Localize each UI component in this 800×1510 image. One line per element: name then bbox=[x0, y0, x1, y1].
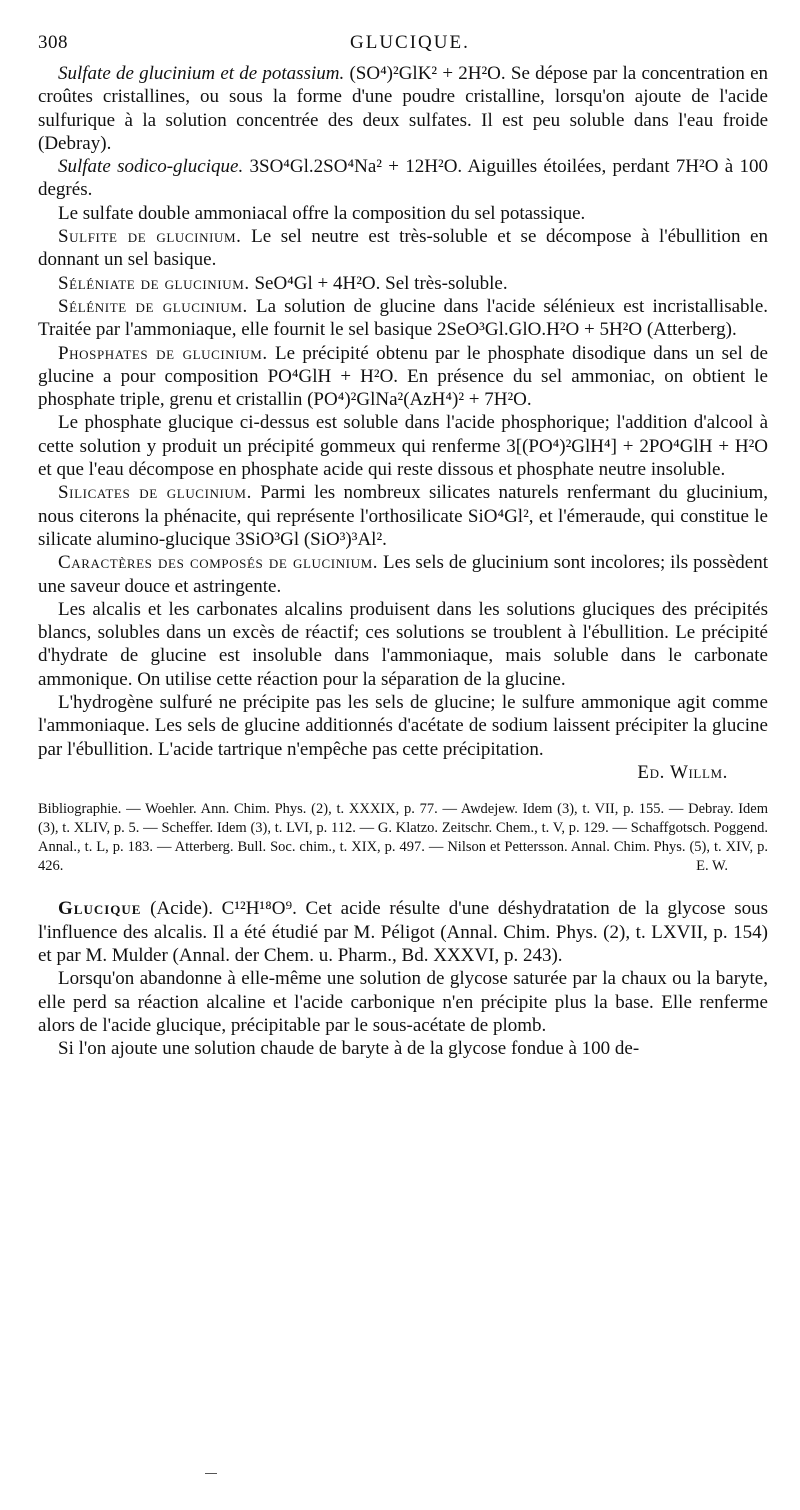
paragraph-text: Le précipité obtenu par le phosphate disodique dans un sel de glucine a pour composition PO⁴GlH + H²O. En présence du sel ammoniac, on obtient le phosphate triple, grenu et cristallin (PO⁴)²GlNa²(AzH⁴)² + 7H²O. bbox=[38, 342, 768, 411]
paragraph-lead: Sulfite de glucinium. bbox=[58, 226, 242, 248]
paragraph-lead: Sélénite de glucinium. bbox=[58, 295, 248, 317]
paragraph bbox=[38, 551, 768, 598]
paragraph bbox=[38, 272, 768, 295]
paragraph-text: Le phosphate glucique ci-dessus est soluble dans l'acide phosphorique; l'addition d'alcool à cette solution y produit un précipité gommeux qui renferme 3[(PO⁴)²GlH⁴] + 2PO⁴GlH + H²O et que l'eau décompose en phosphate acide qui reste dissous et phosphate neutre insoluble. bbox=[38, 412, 768, 481]
paragraph-lead: Sulfate sodico-glucique. bbox=[58, 156, 244, 178]
paragraph bbox=[38, 295, 768, 342]
bibliography bbox=[38, 800, 768, 875]
paragraph bbox=[38, 62, 768, 155]
page-title: GLUCIQUE. bbox=[350, 32, 470, 53]
paragraph-lead: Séléniate de glucinium. bbox=[58, 272, 250, 294]
paragraph-text: Les sels de glucinium sont incolores; ils possèdent une saveur douce et astringente. bbox=[38, 552, 769, 597]
paragraph-lead: Phosphates de glucinium. bbox=[58, 342, 268, 364]
paragraph bbox=[38, 691, 768, 761]
paragraph bbox=[38, 411, 768, 481]
paragraph-text: 3SO⁴Gl.2SO⁴Na² + 12H²O. Aiguilles étoilées, perdant 7H²O à 100 degrés. bbox=[38, 156, 768, 201]
paragraph-text: Le sulfate double ammoniacal offre la composition du sel potassique. bbox=[58, 202, 586, 224]
bibliography-text: Bibliographie. — Woehler. Ann. Chim. Phys. (2), t. XXXIX, p. 77. — Awdejew. Idem (3), t. VII, p. 155. — Debray. Idem (3), t. XLIV, p. 5. — Scheffer. Idem (3), t. LVI, p. 112. — G. Klatzo. Zeitschr. Chem., t. V, p. 129. — Schaffgotsch. Poggend. Annal., t. L, p. 183. — Atterberg. Bull. Soc. chim., t. XIX, p. 497. — Nilson et Pettersson. Annal. Chim. Phys. (5), t. XIV, p. 426. bbox=[38, 801, 768, 874]
paragraph-lead: Silicates de glucinium. bbox=[58, 482, 252, 504]
page bbox=[38, 28, 768, 1060]
paragraph bbox=[38, 1037, 768, 1060]
paragraph-text: Les alcalis et les carbonates alcalins produisent dans les solutions gluciques des précipités blancs, solubles dans un excès de réactif; ces solutions se troublent à l'ébullition. Le précipité d'hydrate de glucine est insoluble dans l'ammoniaque, mais soluble dans le carbonate ammonique. On utilise cette réaction pour la séparation de la glucine. bbox=[38, 598, 768, 690]
paragraph-text: Le sel neutre est très-soluble et se décompose à l'ébullition en donnant un sel basique. bbox=[38, 226, 768, 271]
paragraph-text: La solution de glucine dans l'acide sélénieux est incristallisable. Traitée par l'ammoniaque, elle fournit le sel basique 2SeO³Gl.GlO.H²O + 5H²O (Atterberg). bbox=[38, 295, 768, 341]
paragraph bbox=[38, 967, 768, 1037]
paragraph-text: L'hydrogène sulfuré ne précipite pas les sels de glucine; le sulfure ammonique agit comme l'ammoniaque. Les sels de glucine additionnés d'acétate de sodium laissent précipiter la glucine par l'ébullition. L'acide tartrique n'empêche pas cette précipitation. bbox=[38, 692, 768, 760]
author-signature: Ed. Willm. bbox=[637, 761, 728, 783]
paragraph bbox=[38, 342, 768, 412]
paragraph-text: (Acide). C¹²H¹⁸O⁹. Cet acide résulte d'une déshydratation de la glycose sous l'influence des alcalis. Il a été étudié par M. Péligot (Annal. Chim. Phys. (2), t. LXVII, p. 154) et par M. Mulder (Annal. der Chem. u. Pharm., Bd. XXXVI, p. 243). bbox=[38, 898, 768, 966]
paragraph bbox=[38, 897, 768, 967]
divider bbox=[205, 1473, 217, 1474]
bibliography-signature: E. W. bbox=[696, 857, 728, 874]
paragraph bbox=[38, 202, 768, 225]
paragraph bbox=[38, 155, 768, 202]
paragraph-text: Lorsqu'on abandonne à elle-même une solution de glycose saturée par la chaux ou la baryte, elle perd sa réaction alcaline et l'acide carbonique n'en précipite plus la base. Elle renferme alors de l'acide glucique, précipitable par le sous-acétate de plomb. bbox=[38, 968, 768, 1036]
paragraph-lead: Sulfate de glucinium et de potassium. bbox=[58, 63, 345, 84]
paragraph bbox=[38, 481, 768, 551]
paragraph-text: Parmi les nombreux silicates naturels renfermant du glucinium, nous citerons la phénacite, qui représente l'orthosilicate SiO⁴Gl², et l'émeraude, qui constitue le silicate alumino-glucique 3SiO³Gl (SiO³)³Al². bbox=[38, 482, 768, 550]
paragraph-text: SeO⁴Gl + 4H²O. Sel très-soluble. bbox=[249, 272, 508, 294]
article-glucique bbox=[38, 897, 768, 1060]
article-headword: Glucique bbox=[58, 898, 142, 920]
paragraph bbox=[38, 598, 768, 691]
paragraph-text: Si l'on ajoute une solution chaude de baryte à de la glycose fondue à 100 de- bbox=[58, 1038, 640, 1060]
paragraph bbox=[38, 225, 768, 272]
paragraph-lead: Caractères des composés de glucinium. bbox=[58, 552, 379, 574]
paragraph-text: (SO⁴)²GlK² + 2H²O. Se dépose par la concentration en croûtes cristallines, ou sous la forme d'une poudre cristalline, lorsqu'on ajoute de l'acide sulfurique à la solution concentrée des deux sulfates. Il est peu soluble dans l'eau froide (Debray). bbox=[38, 63, 768, 154]
page-number: 308 bbox=[38, 32, 68, 53]
running-head bbox=[38, 28, 768, 62]
